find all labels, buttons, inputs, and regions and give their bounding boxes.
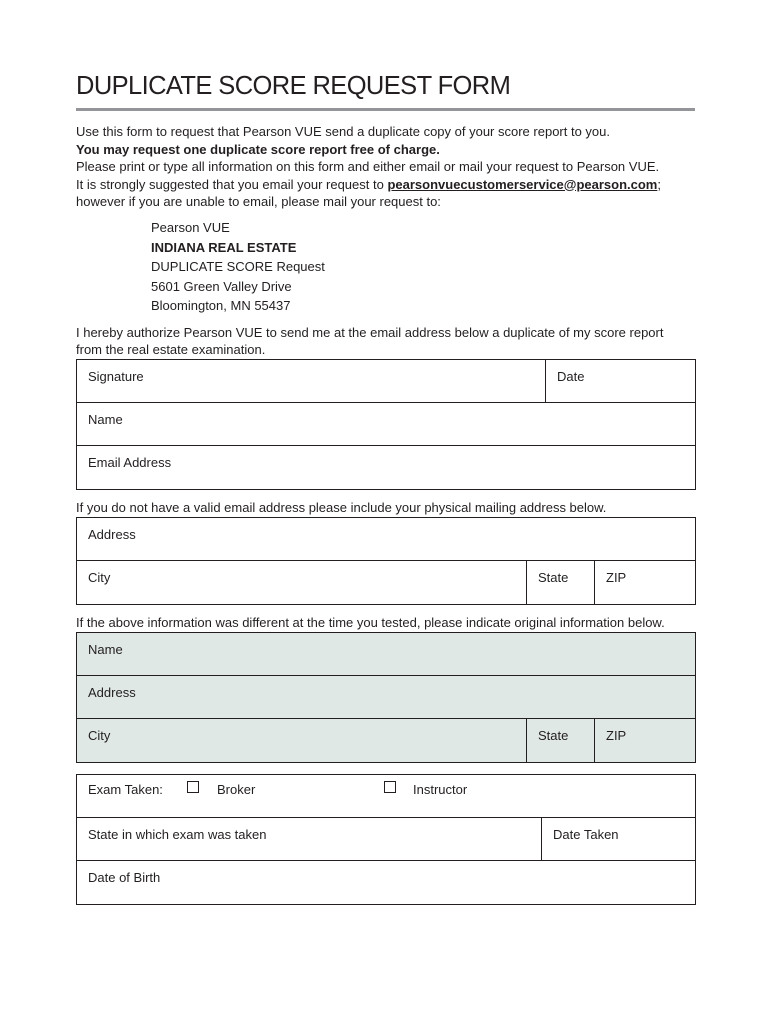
authorization-line-1: I hereby authorize Pearson VUE to send me at the email address below a duplicate of my score report: [76, 325, 664, 340]
mailing-address-instruction: If you do not have a valid email address please include your physical mailing address below.: [76, 500, 607, 515]
exam-information-section: [76, 774, 696, 905]
instructor-checkbox[interactable]: [384, 781, 396, 793]
original-address-field[interactable]: [77, 676, 695, 718]
original-state-field[interactable]: [526, 719, 594, 762]
email-label: Email Address: [88, 455, 172, 470]
intro-line-1: Use this form to request that Pearson VUE send a duplicate copy of your score report to you.: [76, 124, 610, 139]
intro-line-4: [76, 176, 706, 194]
dob-row: [77, 861, 695, 904]
original-zip-label: ZIP: [606, 728, 627, 743]
original-address-row: [77, 676, 695, 719]
intro-paragraph: [76, 123, 706, 211]
authorization-statement: [76, 324, 706, 358]
name-row: [77, 403, 695, 446]
address-line-4: 5601 Green Valley Drive: [151, 278, 292, 294]
state-label: State: [538, 570, 569, 585]
signature-row: [77, 360, 695, 403]
address-line-3: DUPLICATE SCORE Request: [151, 259, 325, 274]
original-city-label: City: [88, 728, 111, 743]
address-label: Address: [88, 527, 136, 542]
address-field[interactable]: [77, 518, 695, 560]
exam-state-field[interactable]: [77, 818, 541, 860]
address-line-1: Pearson VUE: [151, 220, 230, 235]
city-state-zip-row: [77, 561, 695, 604]
address-line-5: Bloomington, MN 55437: [151, 298, 291, 313]
address-line-2: INDIANA REAL ESTATE: [151, 239, 297, 255]
state-field[interactable]: [526, 561, 594, 604]
exam-taken-field: [77, 775, 695, 817]
city-field[interactable]: [77, 561, 526, 604]
original-name-row: [77, 633, 695, 676]
original-state-label: State: [538, 728, 569, 743]
exam-state-date-row: [77, 818, 695, 861]
contact-form-section: [76, 359, 696, 490]
customer-service-email-link[interactable]: pearsonvuecustomerservice@pearson.com: [387, 176, 658, 192]
exam-taken-row: [77, 775, 695, 818]
address-row: [77, 518, 695, 561]
original-zip-field[interactable]: [594, 719, 695, 762]
email-row: [77, 446, 695, 489]
exam-state-label: State in which exam was taken: [88, 827, 267, 842]
dob-field[interactable]: [77, 861, 695, 904]
email-field[interactable]: [77, 446, 695, 489]
original-city-field[interactable]: [77, 719, 526, 762]
intro-line-3: Please print or type all information on this form and either email or mail your request to Pearson VUE.: [76, 159, 660, 174]
signature-label: Signature: [88, 369, 144, 384]
broker-label: Broker: [217, 782, 256, 797]
dob-label: Date of Birth: [88, 870, 161, 885]
broker-checkbox[interactable]: [187, 781, 199, 793]
original-city-state-zip-row: [77, 719, 695, 762]
name-label: Name: [88, 412, 123, 427]
page-title: DUPLICATE SCORE REQUEST FORM: [76, 72, 511, 100]
instructor-label: Instructor: [413, 782, 468, 797]
physical-address-section: [76, 517, 696, 605]
date-taken-label: Date Taken: [553, 827, 619, 842]
name-field[interactable]: [77, 403, 695, 445]
date-field[interactable]: [545, 360, 695, 402]
original-information-section: [76, 632, 696, 763]
original-address-label: Address: [88, 685, 136, 700]
date-taken-field[interactable]: [541, 818, 695, 860]
mailing-address: [151, 218, 325, 316]
intro-line-4-pre: It is strongly suggested that you email your request to: [76, 176, 388, 192]
city-label: City: [88, 570, 111, 585]
original-name-field[interactable]: [77, 633, 695, 675]
title-divider: [76, 108, 695, 111]
date-label: Date: [557, 369, 585, 384]
authorization-line-2: from the real estate examination.: [76, 342, 266, 357]
zip-label: ZIP: [606, 570, 627, 585]
original-info-instruction: If the above information was different at the time you tested, please indicate original information below.: [76, 615, 665, 630]
intro-line-4-post: ;: [657, 176, 661, 192]
exam-taken-label: Exam Taken:: [88, 782, 163, 797]
signature-field[interactable]: [77, 360, 545, 402]
zip-field[interactable]: [594, 561, 695, 604]
original-name-label: Name: [88, 642, 123, 657]
intro-free-notice: You may request one duplicate score report free of charge.: [76, 141, 440, 157]
intro-line-5: however if you are unable to email, please mail your request to:: [76, 194, 441, 209]
